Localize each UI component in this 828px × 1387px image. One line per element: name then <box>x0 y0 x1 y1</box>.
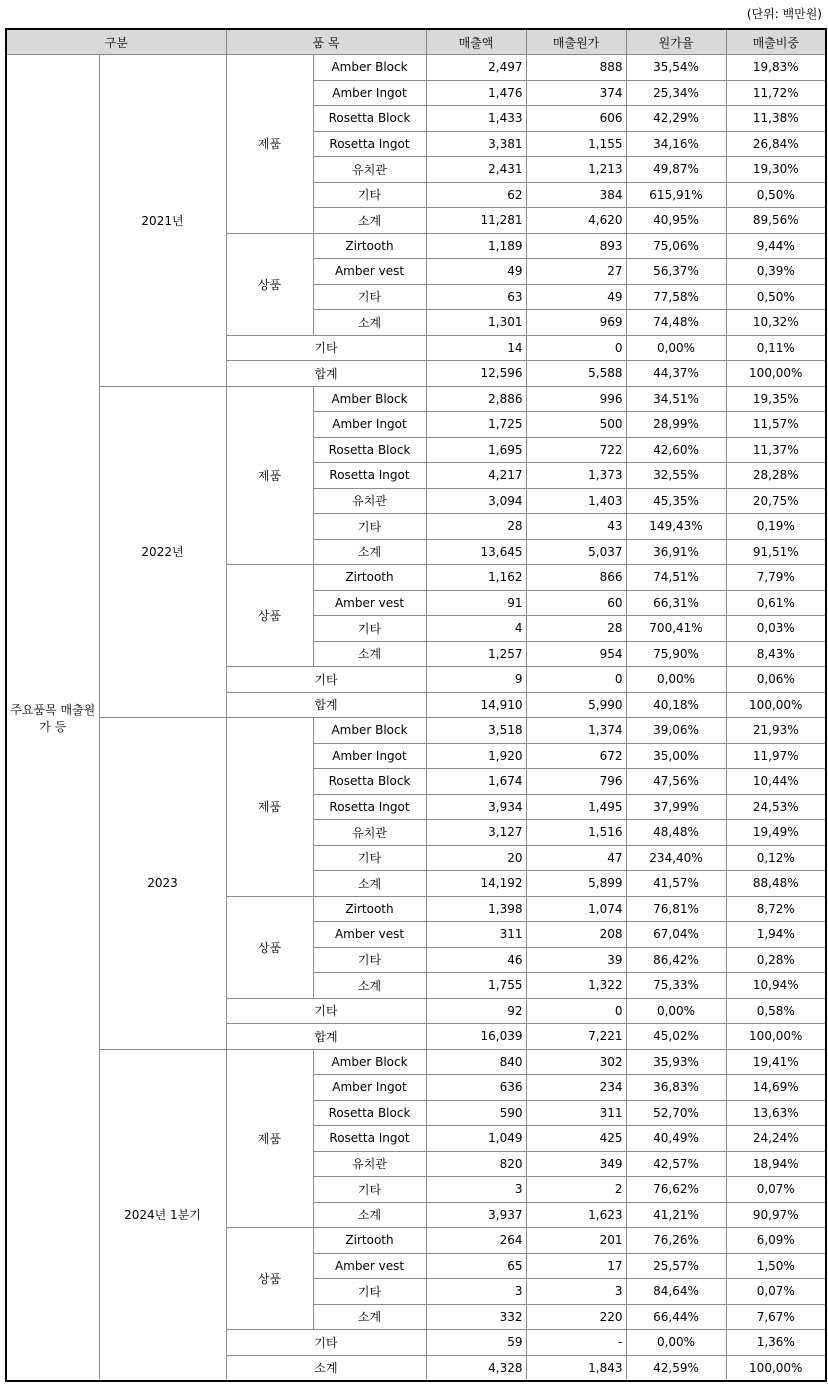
cost-ratio-cell: 49,87% <box>626 157 726 183</box>
cost-cell: 0 <box>526 335 626 361</box>
cost-ratio-cell: 74,48% <box>626 310 726 336</box>
header-sales: 매출액 <box>426 29 526 55</box>
cost-ratio-cell: 56,37% <box>626 259 726 285</box>
cost-ratio-cell: 74,51% <box>626 565 726 591</box>
sales-share-cell: 89,56% <box>726 208 826 234</box>
sales-share-cell: 11,97% <box>726 743 826 769</box>
sales-share-cell: 0,39% <box>726 259 826 285</box>
sales-cell: 92 <box>426 998 526 1024</box>
sales-cell: 4,217 <box>426 463 526 489</box>
sales-cell: 91 <box>426 590 526 616</box>
cost-cell: 1,155 <box>526 131 626 157</box>
cost-cell: 234 <box>526 1075 626 1101</box>
sales-cell: 2,431 <box>426 157 526 183</box>
item-name-cell: Amber vest <box>313 590 426 616</box>
item-name-cell: 기타 <box>313 616 426 642</box>
cost-cell: 893 <box>526 233 626 259</box>
cost-cell: 374 <box>526 80 626 106</box>
year-cell: 2021년 <box>99 55 226 387</box>
sales-share-cell: 19,49% <box>726 820 826 846</box>
sales-share-cell: 7,67% <box>726 1304 826 1330</box>
cost-ratio-cell: 75,90% <box>626 641 726 667</box>
sales-share-cell: 100,00% <box>726 1355 826 1381</box>
item-name-cell: 기타 <box>313 1279 426 1305</box>
item-name-cell: Rosetta Ingot <box>313 131 426 157</box>
year-cell: 2024년 1분기 <box>99 1049 226 1381</box>
cost-cell: 672 <box>526 743 626 769</box>
sales-cell: 28 <box>426 514 526 540</box>
cost-ratio-cell: 40,18% <box>626 692 726 718</box>
header-cost-ratio: 원가율 <box>626 29 726 55</box>
cost-cell: 1,843 <box>526 1355 626 1381</box>
cost-cell: 1,623 <box>526 1202 626 1228</box>
item-name-cell: Amber Ingot <box>313 412 426 438</box>
item-name-cell: Rosetta Block <box>313 437 426 463</box>
cost-ratio-cell: 45,35% <box>626 488 726 514</box>
sales-share-cell: 0,50% <box>726 182 826 208</box>
sales-cell: 1,476 <box>426 80 526 106</box>
cost-cell: 39 <box>526 947 626 973</box>
cost-ratio-cell: 25,34% <box>626 80 726 106</box>
sales-share-cell: 11,57% <box>726 412 826 438</box>
cost-ratio-cell: 66,44% <box>626 1304 726 1330</box>
item-name-cell: 소계 <box>313 310 426 336</box>
item-name-cell: 소계 <box>313 641 426 667</box>
item-name-cell: Amber Block <box>313 1049 426 1075</box>
cost-cell: 969 <box>526 310 626 336</box>
sales-share-cell: 0,07% <box>726 1177 826 1203</box>
sales-cell: 11,281 <box>426 208 526 234</box>
sales-cell: 3 <box>426 1279 526 1305</box>
header-row <box>6 29 826 55</box>
cost-cell: 0 <box>526 667 626 693</box>
sales-cell: 820 <box>426 1151 526 1177</box>
cost-ratio-cell: 28,99% <box>626 412 726 438</box>
item-name-cell: 유치관 <box>313 157 426 183</box>
cost-ratio-cell: 66,31% <box>626 590 726 616</box>
cost-cell: 7,221 <box>526 1024 626 1050</box>
cost-cell: 311 <box>526 1100 626 1126</box>
sales-share-cell: 11,38% <box>726 106 826 132</box>
sales-cell: 2,497 <box>426 55 526 81</box>
item-name-cell: 유치관 <box>313 1151 426 1177</box>
sales-cell: 1,162 <box>426 565 526 591</box>
item-name-cell: Amber Ingot <box>313 1075 426 1101</box>
year-cell: 2023 <box>99 718 226 1050</box>
cost-cell: 722 <box>526 437 626 463</box>
cost-ratio-cell: 48,48% <box>626 820 726 846</box>
sales-cell: 46 <box>426 947 526 973</box>
table-row <box>6 1049 826 1075</box>
cost-ratio-cell: 39,06% <box>626 718 726 744</box>
item-name-cell: Rosetta Ingot <box>313 1126 426 1152</box>
sales-share-cell: 100,00% <box>726 1024 826 1050</box>
sales-share-cell: 0,11% <box>726 335 826 361</box>
sales-share-cell: 0,19% <box>726 514 826 540</box>
group-cell: 제품 <box>226 55 313 234</box>
cost-cell: 1,074 <box>526 896 626 922</box>
sales-cell: 1,674 <box>426 769 526 795</box>
sales-share-cell: 1,50% <box>726 1253 826 1279</box>
item-name-cell: 소계 <box>313 1202 426 1228</box>
cost-cell: 3 <box>526 1279 626 1305</box>
sales-share-cell: 18,94% <box>726 1151 826 1177</box>
cost-cell: 220 <box>526 1304 626 1330</box>
cost-ratio-cell: 34,51% <box>626 386 726 412</box>
item-name-cell: 소계 <box>313 208 426 234</box>
group-cell: 제품 <box>226 386 313 565</box>
sales-cell: 1,755 <box>426 973 526 999</box>
sales-share-cell: 26,84% <box>726 131 826 157</box>
cost-ratio-cell: 40,49% <box>626 1126 726 1152</box>
cost-ratio-cell: 615,91% <box>626 182 726 208</box>
cost-cell: 888 <box>526 55 626 81</box>
cost-ratio-cell: 35,93% <box>626 1049 726 1075</box>
cost-cell: 1,516 <box>526 820 626 846</box>
sales-share-cell: 0,03% <box>726 616 826 642</box>
cost-cell: 1,495 <box>526 794 626 820</box>
table-row <box>6 55 826 81</box>
sales-cell: 63 <box>426 284 526 310</box>
total-label-cell: 소계 <box>226 1355 426 1381</box>
sales-cell: 1,257 <box>426 641 526 667</box>
cost-cell: 1,403 <box>526 488 626 514</box>
cost-cell: 425 <box>526 1126 626 1152</box>
sales-share-cell: 0,07% <box>726 1279 826 1305</box>
sales-cell: 13,645 <box>426 539 526 565</box>
sales-cell: 1,695 <box>426 437 526 463</box>
item-name-cell: 기타 <box>313 1177 426 1203</box>
other-label-cell: 기타 <box>226 667 426 693</box>
cost-ratio-cell: 0,00% <box>626 1330 726 1356</box>
sales-share-cell: 19,83% <box>726 55 826 81</box>
total-label-cell: 합계 <box>226 692 426 718</box>
cost-cell: 0 <box>526 998 626 1024</box>
cost-cell: 1,373 <box>526 463 626 489</box>
sales-share-cell: 0,28% <box>726 947 826 973</box>
cost-cell: 302 <box>526 1049 626 1075</box>
cost-ratio-cell: 76,62% <box>626 1177 726 1203</box>
sales-share-cell: 10,32% <box>726 310 826 336</box>
sales-share-cell: 0,61% <box>726 590 826 616</box>
sales-share-cell: 10,94% <box>726 973 826 999</box>
sales-share-cell: 14,69% <box>726 1075 826 1101</box>
sales-share-cell: 100,00% <box>726 692 826 718</box>
sales-share-cell: 24,24% <box>726 1126 826 1152</box>
cost-cell: 606 <box>526 106 626 132</box>
cost-ratio-cell: 25,57% <box>626 1253 726 1279</box>
item-name-cell: 기타 <box>313 514 426 540</box>
sales-cell: 59 <box>426 1330 526 1356</box>
item-name-cell: Rosetta Ingot <box>313 463 426 489</box>
sales-cell: 1,433 <box>426 106 526 132</box>
cost-ratio-cell: 36,83% <box>626 1075 726 1101</box>
sales-share-cell: 10,44% <box>726 769 826 795</box>
item-name-cell: Zirtooth <box>313 565 426 591</box>
group-cell: 상품 <box>226 565 313 667</box>
header-category: 구분 <box>6 29 226 55</box>
sales-cell: 1,398 <box>426 896 526 922</box>
cost-ratio-cell: 76,26% <box>626 1228 726 1254</box>
cost-cell: 5,037 <box>526 539 626 565</box>
sales-cell: 4,328 <box>426 1355 526 1381</box>
sales-cell: 3,127 <box>426 820 526 846</box>
sales-share-cell: 9,44% <box>726 233 826 259</box>
cost-ratio-cell: 42,59% <box>626 1355 726 1381</box>
item-name-cell: Amber Block <box>313 55 426 81</box>
sales-cell: 12,596 <box>426 361 526 387</box>
group-cell: 상품 <box>226 896 313 998</box>
item-name-cell: 기타 <box>313 947 426 973</box>
unit-label: (단위: 백만원) <box>746 7 822 21</box>
cost-ratio-cell: 75,33% <box>626 973 726 999</box>
cost-cell: 43 <box>526 514 626 540</box>
sales-cell: 840 <box>426 1049 526 1075</box>
cost-ratio-cell: 0,00% <box>626 335 726 361</box>
item-name-cell: 기타 <box>313 284 426 310</box>
item-name-cell: Rosetta Block <box>313 1100 426 1126</box>
item-name-cell: 소계 <box>313 973 426 999</box>
total-label-cell: 합계 <box>226 361 426 387</box>
cost-cell: 5,899 <box>526 871 626 897</box>
sales-share-cell: 0,50% <box>726 284 826 310</box>
header-sales-share: 매출비중 <box>726 29 826 55</box>
cost-cell: 4,620 <box>526 208 626 234</box>
sales-share-cell: 13,63% <box>726 1100 826 1126</box>
cost-cell: 17 <box>526 1253 626 1279</box>
table-row <box>6 386 826 412</box>
sales-cell: 3,381 <box>426 131 526 157</box>
item-name-cell: Amber Block <box>313 718 426 744</box>
item-name-cell: 소계 <box>313 871 426 897</box>
cost-ratio-cell: 35,54% <box>626 55 726 81</box>
other-label-cell: 기타 <box>226 998 426 1024</box>
cost-cell: 384 <box>526 182 626 208</box>
sales-share-cell: 0,58% <box>726 998 826 1024</box>
group-cell: 상품 <box>226 1228 313 1330</box>
cost-cell: 996 <box>526 386 626 412</box>
item-name-cell: Amber vest <box>313 1253 426 1279</box>
sales-share-cell: 28,28% <box>726 463 826 489</box>
cost-ratio-cell: 34,16% <box>626 131 726 157</box>
cost-ratio-cell: 77,58% <box>626 284 726 310</box>
sales-share-cell: 19,30% <box>726 157 826 183</box>
sales-cell: 1,725 <box>426 412 526 438</box>
cost-ratio-cell: 86,42% <box>626 947 726 973</box>
group-cell: 제품 <box>226 1049 313 1228</box>
sales-share-cell: 8,43% <box>726 641 826 667</box>
sales-cell: 14,192 <box>426 871 526 897</box>
sales-cell: 1,189 <box>426 233 526 259</box>
item-name-cell: Zirtooth <box>313 233 426 259</box>
sales-share-cell: 1,94% <box>726 922 826 948</box>
item-name-cell: Amber vest <box>313 259 426 285</box>
sales-share-cell: 1,36% <box>726 1330 826 1356</box>
item-name-cell: Amber Block <box>313 386 426 412</box>
sales-share-cell: 88,48% <box>726 871 826 897</box>
sales-share-cell: 19,35% <box>726 386 826 412</box>
cost-cell: 201 <box>526 1228 626 1254</box>
sales-cell: 1,301 <box>426 310 526 336</box>
sales-cell: 1,920 <box>426 743 526 769</box>
year-cell: 2022년 <box>99 386 226 718</box>
cost-cell: 2 <box>526 1177 626 1203</box>
cost-cell: 28 <box>526 616 626 642</box>
group-cell: 상품 <box>226 233 313 335</box>
group-cell: 제품 <box>226 718 313 897</box>
cost-cell: 47 <box>526 845 626 871</box>
cost-cell: 60 <box>526 590 626 616</box>
cost-ratio-cell: 47,56% <box>626 769 726 795</box>
cost-cell: 27 <box>526 259 626 285</box>
sales-cell: 62 <box>426 182 526 208</box>
cost-ratio-cell: 37,99% <box>626 794 726 820</box>
item-name-cell: 소계 <box>313 539 426 565</box>
category-cell: 주요품목 매출원가 등 <box>6 55 99 1382</box>
sales-cell: 20 <box>426 845 526 871</box>
sales-share-cell: 8,72% <box>726 896 826 922</box>
sales-cell: 3 <box>426 1177 526 1203</box>
sales-cell: 311 <box>426 922 526 948</box>
sales-cell: 14 <box>426 335 526 361</box>
item-name-cell: Amber Ingot <box>313 80 426 106</box>
sales-cell: 3,518 <box>426 718 526 744</box>
sales-cell: 590 <box>426 1100 526 1126</box>
item-name-cell: 유치관 <box>313 820 426 846</box>
sales-cell: 14,910 <box>426 692 526 718</box>
table-row <box>6 718 826 744</box>
item-name-cell: Rosetta Ingot <box>313 794 426 820</box>
cost-cell: 1,213 <box>526 157 626 183</box>
cost-ratio-cell: 84,64% <box>626 1279 726 1305</box>
cost-cell: - <box>526 1330 626 1356</box>
item-name-cell: Rosetta Block <box>313 106 426 132</box>
sales-share-cell: 11,37% <box>726 437 826 463</box>
sales-share-cell: 91,51% <box>726 539 826 565</box>
cost-ratio-cell: 234,40% <box>626 845 726 871</box>
cost-ratio-cell: 44,37% <box>626 361 726 387</box>
sales-share-cell: 24,53% <box>726 794 826 820</box>
cost-cell: 1,322 <box>526 973 626 999</box>
cost-ratio-cell: 32,55% <box>626 463 726 489</box>
other-label-cell: 기타 <box>226 335 426 361</box>
item-name-cell: 소계 <box>313 1304 426 1330</box>
cost-cell: 500 <box>526 412 626 438</box>
cost-ratio-cell: 42,29% <box>626 106 726 132</box>
cost-ratio-cell: 41,57% <box>626 871 726 897</box>
sales-share-cell: 21,93% <box>726 718 826 744</box>
cost-ratio-cell: 67,04% <box>626 922 726 948</box>
sales-share-cell: 11,72% <box>726 80 826 106</box>
item-name-cell: 유치관 <box>313 488 426 514</box>
header-item: 품 목 <box>226 29 426 55</box>
sales-cell: 636 <box>426 1075 526 1101</box>
sales-cell: 332 <box>426 1304 526 1330</box>
sales-cell: 49 <box>426 259 526 285</box>
sales-share-cell: 0,12% <box>726 845 826 871</box>
cost-ratio-cell: 40,95% <box>626 208 726 234</box>
sales-cell: 3,937 <box>426 1202 526 1228</box>
cost-ratio-cell: 76,81% <box>626 896 726 922</box>
other-label-cell: 기타 <box>226 1330 426 1356</box>
cost-cell: 349 <box>526 1151 626 1177</box>
cost-of-sales-table <box>5 28 827 1382</box>
item-name-cell: Rosetta Block <box>313 769 426 795</box>
cost-ratio-cell: 36,91% <box>626 539 726 565</box>
cost-ratio-cell: 42,57% <box>626 1151 726 1177</box>
cost-ratio-cell: 42,60% <box>626 437 726 463</box>
sales-share-cell: 20,75% <box>726 488 826 514</box>
sales-share-cell: 6,09% <box>726 1228 826 1254</box>
sales-cell: 3,934 <box>426 794 526 820</box>
cost-ratio-cell: 0,00% <box>626 998 726 1024</box>
cost-ratio-cell: 45,02% <box>626 1024 726 1050</box>
sales-cell: 65 <box>426 1253 526 1279</box>
sales-cell: 9 <box>426 667 526 693</box>
item-name-cell: 기타 <box>313 182 426 208</box>
cost-ratio-cell: 0,00% <box>626 667 726 693</box>
cost-cell: 208 <box>526 922 626 948</box>
header-cost: 매출원가 <box>526 29 626 55</box>
sales-cell: 4 <box>426 616 526 642</box>
cost-ratio-cell: 75,06% <box>626 233 726 259</box>
item-name-cell: 기타 <box>313 845 426 871</box>
sales-share-cell: 0,06% <box>726 667 826 693</box>
sales-share-cell: 100,00% <box>726 361 826 387</box>
sales-cell: 264 <box>426 1228 526 1254</box>
sales-cell: 1,049 <box>426 1126 526 1152</box>
sales-share-cell: 90,97% <box>726 1202 826 1228</box>
cost-cell: 866 <box>526 565 626 591</box>
cost-cell: 954 <box>526 641 626 667</box>
item-name-cell: Amber vest <box>313 922 426 948</box>
cost-cell: 796 <box>526 769 626 795</box>
cost-cell: 49 <box>526 284 626 310</box>
total-label-cell: 합계 <box>226 1024 426 1050</box>
cost-ratio-cell: 700,41% <box>626 616 726 642</box>
cost-ratio-cell: 52,70% <box>626 1100 726 1126</box>
cost-cell: 5,990 <box>526 692 626 718</box>
item-name-cell: Zirtooth <box>313 1228 426 1254</box>
sales-cell: 3,094 <box>426 488 526 514</box>
sales-share-cell: 19,41% <box>726 1049 826 1075</box>
sales-share-cell: 7,79% <box>726 565 826 591</box>
cost-cell: 1,374 <box>526 718 626 744</box>
item-name-cell: Amber Ingot <box>313 743 426 769</box>
cost-ratio-cell: 35,00% <box>626 743 726 769</box>
sales-cell: 2,886 <box>426 386 526 412</box>
cost-ratio-cell: 149,43% <box>626 514 726 540</box>
cost-ratio-cell: 41,21% <box>626 1202 726 1228</box>
item-name-cell: Zirtooth <box>313 896 426 922</box>
cost-cell: 5,588 <box>526 361 626 387</box>
sales-cell: 16,039 <box>426 1024 526 1050</box>
